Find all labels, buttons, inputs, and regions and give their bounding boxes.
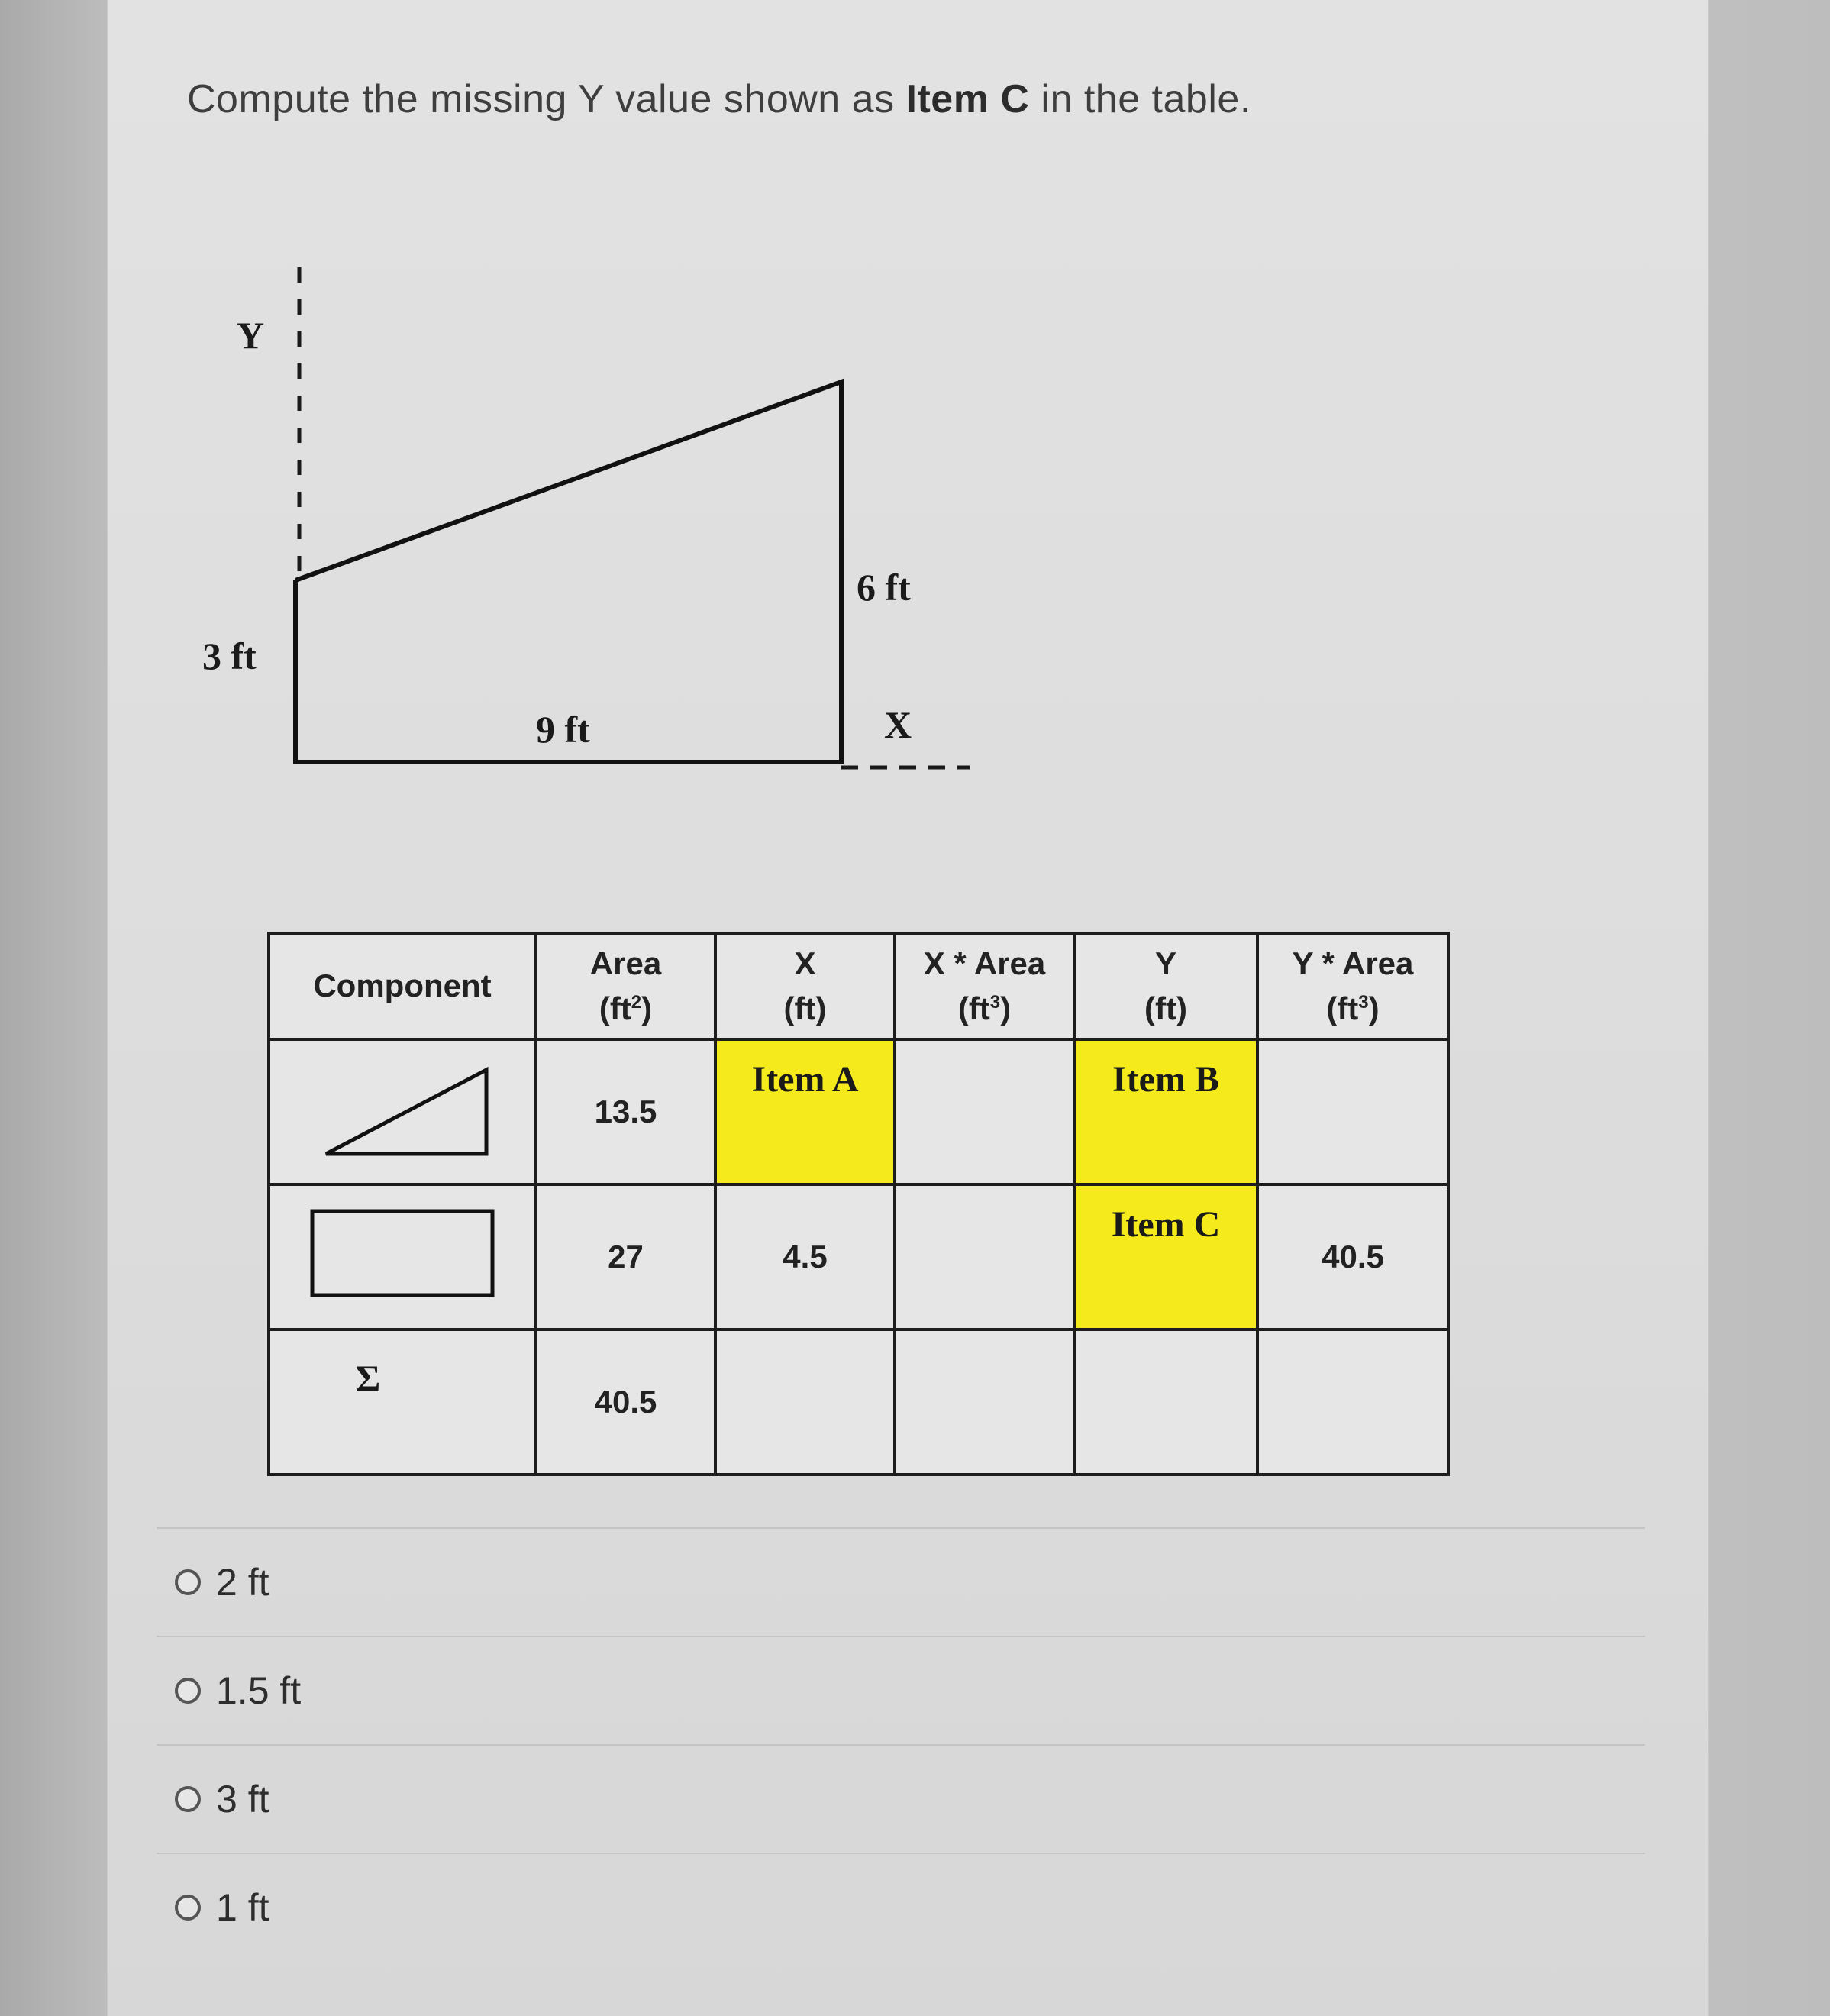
table-row-rectangle [269, 1184, 1448, 1329]
cell-sum-area: 40.5 [536, 1329, 715, 1475]
cell-triangle-y-area [1257, 1039, 1448, 1184]
right-height-label: 6 ft [857, 566, 911, 609]
question-prefix: Compute the missing Y value shown as [187, 77, 895, 121]
radio-button-icon[interactable] [175, 1895, 201, 1921]
trapezoid-outline [295, 382, 841, 762]
question-bold: Item C [905, 77, 1030, 121]
question-text [187, 76, 1251, 122]
option-1-ft[interactable] [157, 1853, 1645, 1961]
cell-triangle-x-area [895, 1039, 1074, 1184]
table-header-row [269, 933, 1448, 1039]
cell-rectangle-area: 27 [536, 1184, 715, 1329]
sigma-symbol: Σ [355, 1357, 381, 1400]
option-label: 1.5 ft [216, 1669, 302, 1712]
component-table-wrap [267, 932, 1447, 1476]
cell-triangle-area: 13.5 [536, 1039, 715, 1184]
option-1-5-ft[interactable] [157, 1636, 1645, 1744]
cell-rectangle-component [269, 1184, 536, 1329]
header-y-area: Y * Area $(ft^3)$ [1257, 933, 1448, 1039]
cell-rectangle-x: 4.5 [715, 1184, 895, 1329]
triangle-icon [311, 1055, 494, 1161]
component-table [267, 932, 1450, 1476]
trapezoid-figure [183, 252, 1023, 787]
option-3-ft[interactable] [157, 1744, 1645, 1853]
cell-item-c: Item C [1074, 1184, 1257, 1329]
option-label: 2 ft [216, 1561, 269, 1604]
cell-rectangle-y-area: 40.5 [1257, 1184, 1448, 1329]
header-x-area: X * Area $(ft^3)$ [895, 933, 1074, 1039]
header-area: Area $(ft^2)$ [536, 933, 715, 1039]
cell-triangle-component [269, 1039, 536, 1184]
cell-rectangle-x-area [895, 1184, 1074, 1329]
cell-sum-y [1074, 1329, 1257, 1475]
answer-options [157, 1527, 1645, 1961]
header-y: Y (ft) [1074, 933, 1257, 1039]
table-row-triangle [269, 1039, 1448, 1184]
option-label: 3 ft [216, 1778, 269, 1821]
y-axis-label: Y [237, 314, 265, 357]
left-height-label: 3 ft [202, 635, 257, 677]
header-x: X (ft) [715, 933, 895, 1039]
base-label: 9 ft [536, 708, 590, 751]
cell-sum-x-area [895, 1329, 1074, 1475]
radio-button-icon[interactable] [175, 1569, 201, 1595]
option-2-ft[interactable] [157, 1527, 1645, 1636]
radio-button-icon[interactable] [175, 1786, 201, 1812]
table-row-sum [269, 1329, 1448, 1475]
rectangle-icon [303, 1203, 502, 1303]
cell-sum-x [715, 1329, 895, 1475]
radio-button-icon[interactable] [175, 1678, 201, 1704]
cell-sum-component [269, 1329, 536, 1475]
question-suffix: in the table. [1041, 77, 1251, 121]
x-axis-label: X [884, 703, 912, 746]
cell-item-a: Item A [715, 1039, 895, 1184]
cell-item-b: Item B [1074, 1039, 1257, 1184]
cell-sum-y-area [1257, 1329, 1448, 1475]
header-component: Component [269, 933, 536, 1039]
option-label: 1 ft [216, 1886, 269, 1929]
